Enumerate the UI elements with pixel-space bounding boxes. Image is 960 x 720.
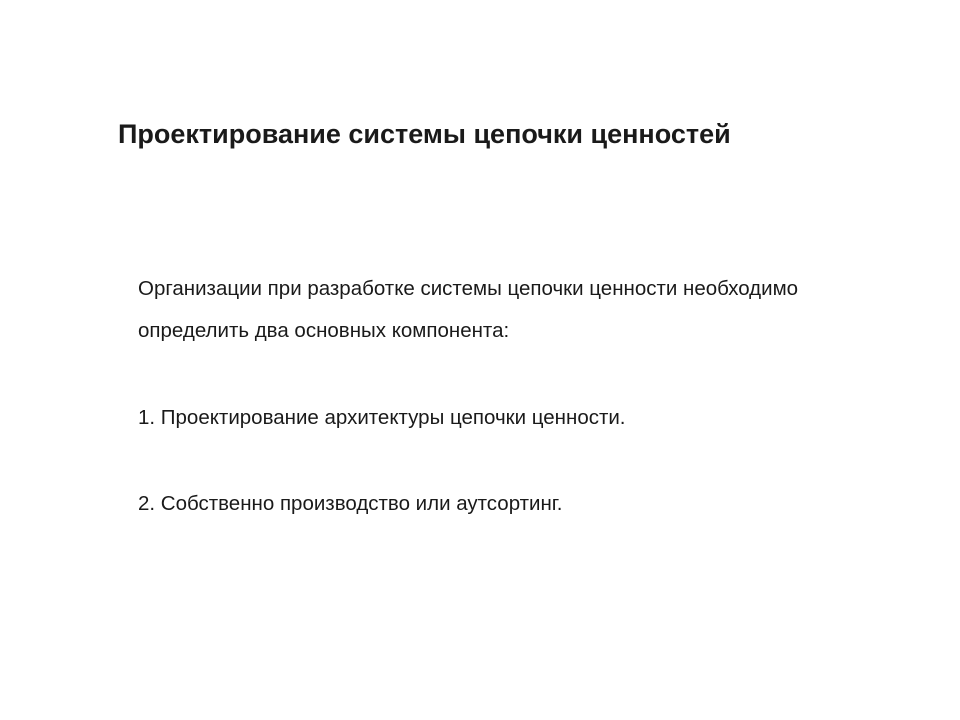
intro-text-line-2: определить два основных компонента: <box>138 319 510 342</box>
slide-title: Проектирование системы цепочки ценностей <box>118 119 731 149</box>
component-item-1: 1. Проектирование архитектуры цепочки ценности. <box>138 406 626 429</box>
component-item-2: 2. Собственно производство или аутсортинг. <box>138 492 563 515</box>
intro-text-line-1: Организации при разработке системы цепочки ценности необходимо <box>138 277 799 300</box>
